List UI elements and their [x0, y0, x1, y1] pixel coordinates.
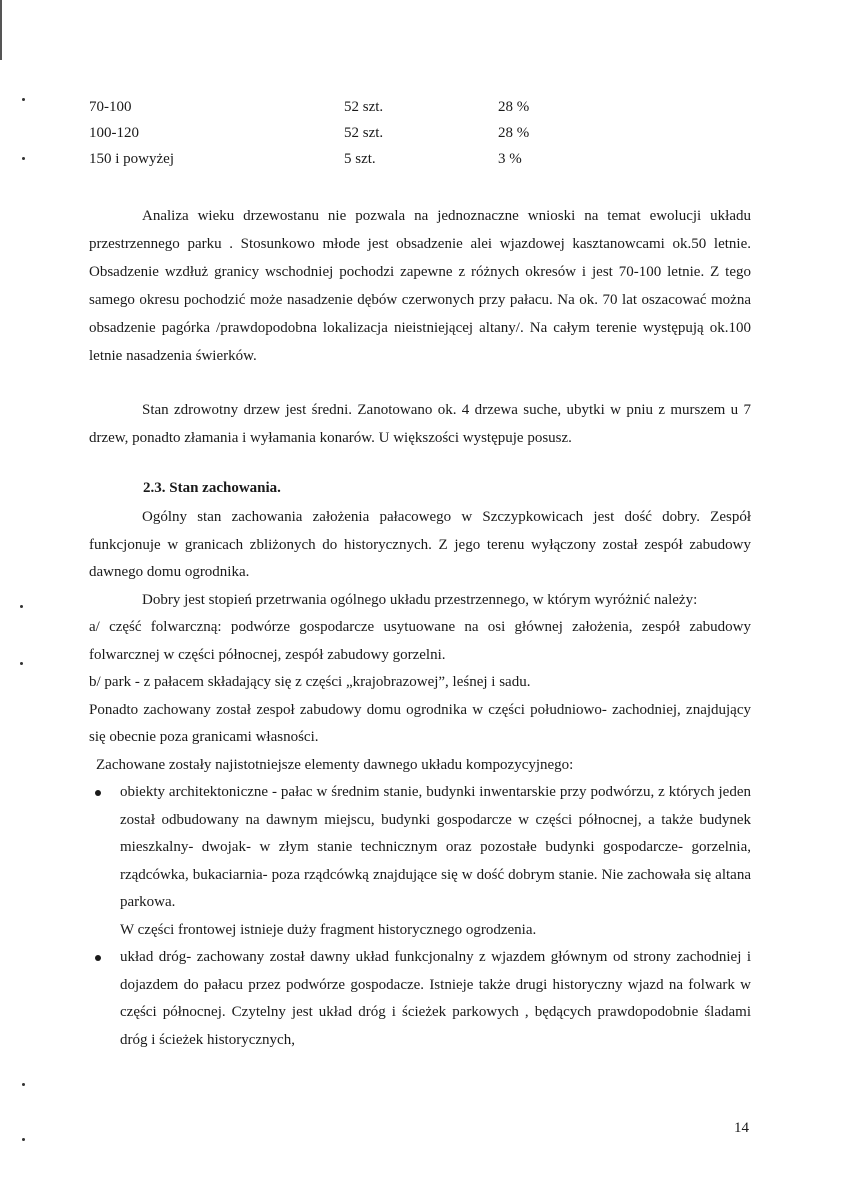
scan-dot — [22, 98, 25, 101]
bullet-text: układ dróg- zachowany został dawny układ funkcjonalny z wjazdem głównym od strony zachodniej i dojazdem do pałacu przez podwórze gospodacze. Istnieje także drugi historyczny wjazd na folwark w części północnej. Czytelny jest układ dróg i ścieżek parkowych , będących prawdopodobnie śladami dróg i ścieżek historycznych, — [120, 949, 751, 1048]
bullet-text: obiekty architektoniczne - pałac w średnim stanie, budynki inwentarskie przy podwórzu, z których jeden został odbudowany na dawnym miejscu, budynki gospodarcze w części północnej, a także budynek mieszkalny- dwojak- w złym stanie technicznym oraz pozostałe budynki gospodarcze- gorzelnia, rządcówka, bukaciarnia- poza rządcówką znajdujące się w dość dobrym stanie. Nie zachowała się altana parkowa. — [120, 784, 751, 910]
count-cell: 52 szt. — [344, 99, 384, 115]
bullet-list — [89, 779, 751, 917]
scan-edge — [0, 0, 2, 60]
count-cell: 52 szt. — [344, 125, 384, 141]
list-item — [89, 779, 751, 917]
section-paragraph: Dobry jest stopień przetrwania ogólnego układu przestrzennego, w którym wyróżnić należy: — [142, 591, 698, 608]
section-body — [89, 504, 751, 1054]
bullet-icon — [95, 790, 101, 796]
section-paragraph: Ponadto zachowany został zespoł zabudowy domu ogrodnika w części południowo- zachodniej, znajdujący się obecnie poza granicami własności. — [89, 701, 751, 745]
section-paragraph: Zachowane zostały najistotniejsze elementy dawnego układu kompozycyjnego: — [96, 756, 574, 773]
age-range-cell: 150 i powyżej — [89, 151, 174, 167]
count-cell: 5 szt. — [344, 151, 376, 167]
bullet-list — [89, 944, 751, 1054]
section-paragraph: Ogólny stan zachowania założenia pałacowego w Szczypkowicach jest dość dobry. Zespół funkcjonuje w granicach zbliżonych do historycznych. Z jego terenu wyłączony został zespół zabudowy dawnego domu ogrodnika. — [89, 509, 751, 580]
percent-cell: 3 % — [498, 151, 522, 167]
list-item-b: b/ park - z pałacem składający się z części „krajobrazowej”, leśnej i sadu. — [89, 674, 531, 690]
list-item — [89, 944, 751, 1054]
age-analysis-paragraph: Analiza wieku drzewostanu nie pozwala na jednoznaczne wnioski na temat ewolucji układu przestrzennego parku . Stosunkowo młode jest obsadzenie alei wjazdowej kasztanowcami ok.50 letnie. Obsadzenie wzdłuż granicy wschodniej pochodzi zapewne z różnych okresów i jest 70-100 letnie. Z tego samego okresu pochodzić może nasadzenie dębów czerwonych przy pałacu. Na ok. 70 lat oszacować można obsadzenie pagórka /prawdopodobna lokalizacja nieistniejącej altany/. Na całym terenie występują ok.100 letnie nasadzenia świerków. — [89, 208, 751, 364]
scan-dot — [20, 605, 23, 608]
age-range-cell: 70-100 — [89, 99, 132, 115]
age-range-cell: 100-120 — [89, 125, 139, 141]
health-state-paragraph: Stan zdrowotny drzew jest średni. Zanotowano ok. 4 drzewa suche, ubytki w pniu z murszem u 7 drzew, ponadto złamania i wyłamania konarów. U większości występuje posusz. — [89, 402, 751, 446]
percent-cell: 28 % — [498, 125, 530, 141]
scan-dot — [22, 157, 25, 160]
section-heading: 2.3. Stan zachowania. — [143, 480, 281, 496]
scan-dot — [22, 1083, 25, 1086]
scan-dot — [22, 1138, 25, 1141]
scan-dot — [20, 662, 23, 665]
bullet-subparagraph: W części frontowej istnieje duży fragment historycznego ogrodzenia. — [120, 921, 537, 938]
page-number: 14 — [734, 1120, 749, 1136]
list-item-a: a/ część folwarczną: podwórze gospodarcze usytuowane na osi głównej założenia, zespół zabudowy folwarcznej w części północnej, zespół zabudowy gorzelni. — [89, 619, 751, 663]
bullet-icon — [95, 955, 101, 961]
percent-cell: 28 % — [498, 99, 530, 115]
